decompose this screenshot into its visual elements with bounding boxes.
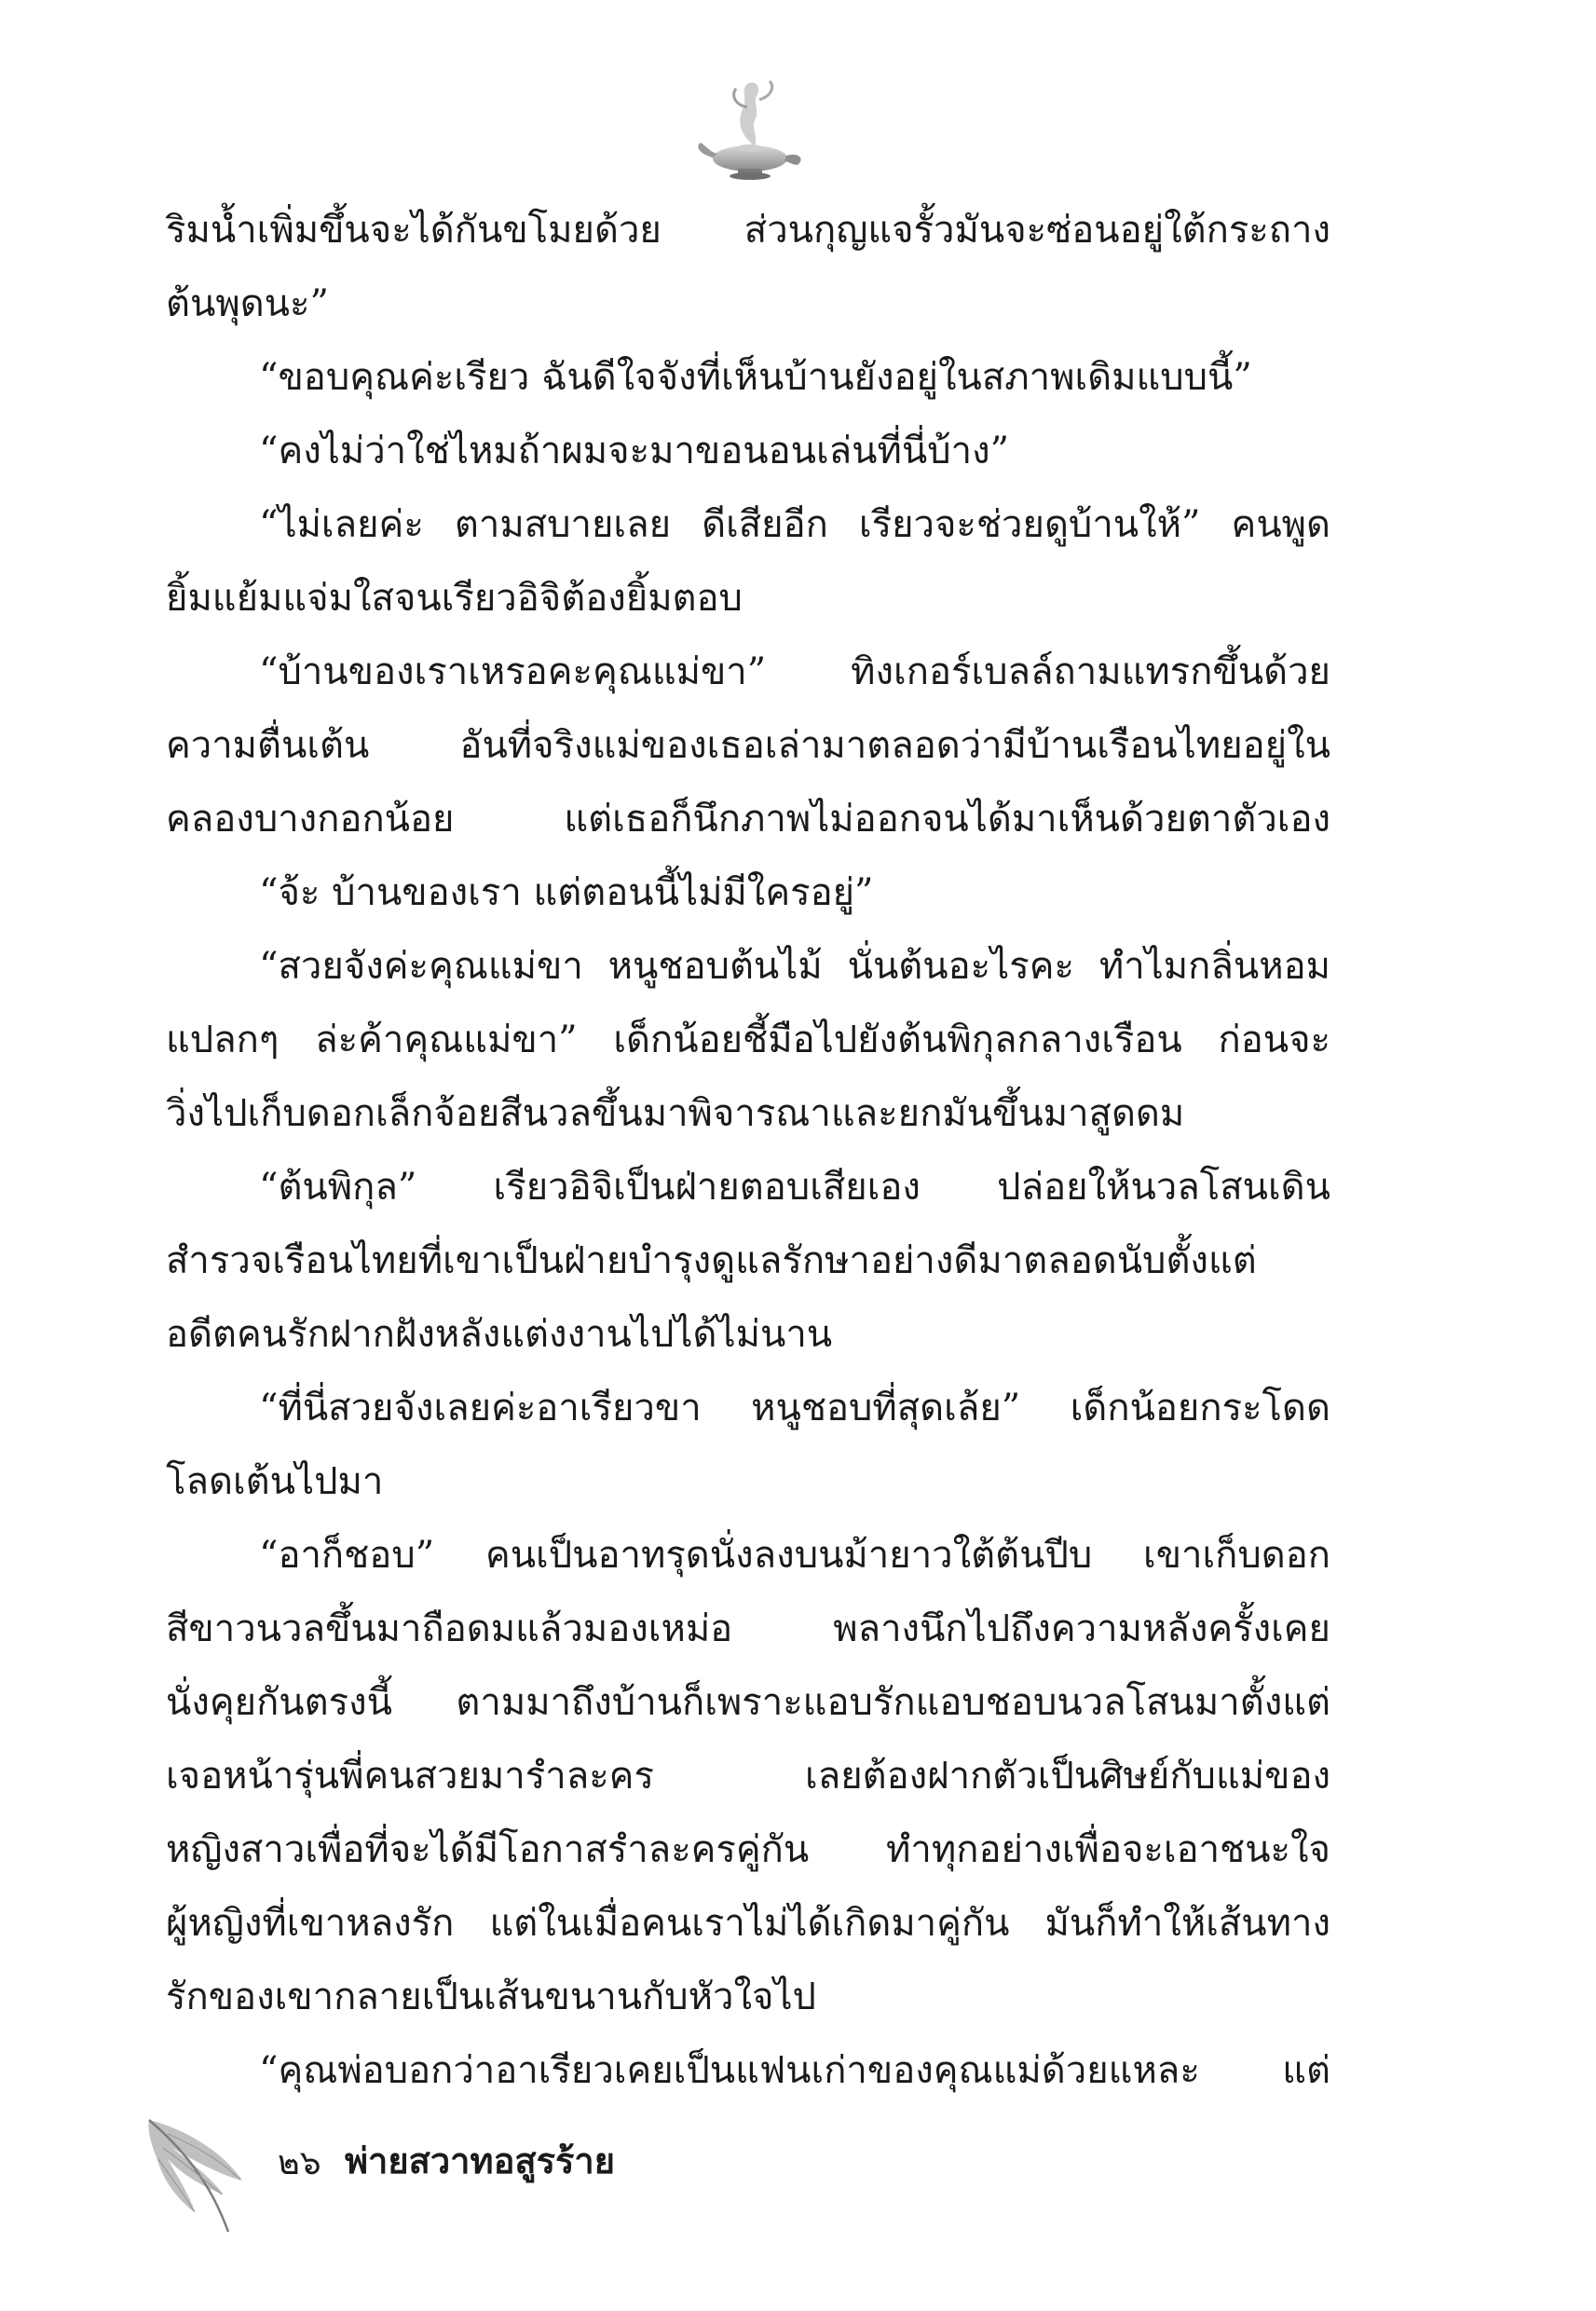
text-line: ความตื่นเต้น อันที่จริงแม่ของเธอเล่ามาตลอดว่ามีบ้านเรือนไทยอยู่ใน [166, 724, 1330, 767]
text-line: ต้นพุดนะ” [166, 282, 329, 325]
text-line: คลองบางกอกน้อย แต่เธอก็นึกภาพไม่ออกจนได้มาเห็นด้วยตาตัวเอง [166, 798, 1330, 841]
body-text [166, 194, 1330, 2108]
text-line: ริมน้ำเพิ่มขึ้นจะได้กันขโมยด้วย ส่วนกุญแจรั้วมันจะซ่อนอยู่ใต้กระถาง [166, 209, 1330, 252]
page-number: ๒๖ [278, 2144, 321, 2182]
text-line: “คงไม่ว่าใช่ไหมถ้าผมจะมาขอนอนเล่นที่นี่บ้าง” [259, 430, 1010, 472]
text-line: ผู้หญิงที่เขาหลงรัก แต่ในเมื่อคนเราไม่ได้เกิดมาคู่กัน มันก็ทำให้เส้นทาง [166, 1902, 1330, 1945]
text-line: “ต้นพิกุล” เรียวอิจิเป็นฝ่ายตอบเสียเอง ปล่อยให้นวลโสนเดิน [259, 1166, 1330, 1209]
wing-feather-icon [130, 2101, 270, 2241]
book-title: พ่ายสวาทอสูรร้าย [345, 2140, 616, 2181]
text-line: สำรวจเรือนไทยที่เขาเป็นฝ่ายบำรุงดูแลรักษาอย่างดีมาตลอดนับตั้งแต่ [166, 1239, 1257, 1282]
text-line: “ขอบคุณค่ะเรียว ฉันดีใจจังที่เห็นบ้านยังอยู่ในสภาพเดิมแบบนี้” [259, 356, 1252, 399]
text-line: “คุณพ่อบอกว่าอาเรียวเคยเป็นแฟนเก่าของคุณแม่ด้วยแหละ แต่ [259, 2049, 1330, 2092]
text-line: เจอหน้ารุ่นพี่คนสวยมารำละคร เลยต้องฝากตัวเป็นศิษย์กับแม่ของ [166, 1755, 1330, 1798]
text-line: “จ้ะ บ้านของเรา แต่ตอนนี้ไม่มีใครอยู่” [259, 871, 874, 914]
text-line: อดีตคนรักฝากฝังหลังแต่งงานไปได้ไม่นาน [166, 1313, 833, 1356]
text-line: นั่งคุยกันตรงนี้ ตามมาถึงบ้านก็เพราะแอบรักแอบชอบนวลโสนมาตั้งแต่ [166, 1681, 1330, 1724]
text-line: รักของเขากลายเป็นเส้นขนานกับหัวใจไป [166, 1976, 816, 2018]
genie-lamp-icon [689, 79, 811, 182]
text-line: หญิงสาวเพื่อที่จะได้มีโอกาสรำละครคู่กัน ทำทุกอย่างเพื่อจะเอาชนะใจ [166, 1828, 1330, 1871]
text-line: “สวยจังค่ะคุณแม่ขา หนูชอบต้นไม้ นั่นต้นอะไรคะ ทำไมกลิ่นหอม [259, 945, 1330, 988]
text-line: “อาก็ชอบ” คนเป็นอาทรุดนั่งลงบนม้ายาวใต้ต้นปีบ เขาเก็บดอก [259, 1534, 1330, 1577]
text-line: ยิ้มแย้มแจ่มใสจนเรียวอิจิต้องยิ้มตอบ [166, 577, 743, 620]
text-line: โลดเต้นไปมา [166, 1460, 384, 1503]
text-line: แปลกๆ ล่ะค้าคุณแม่ขา” เด็กน้อยชี้มือไปยังต้นพิกุลกลางเรือน ก่อนจะ [166, 1019, 1330, 1061]
page-footer [0, 2087, 1596, 2274]
text-line: “บ้านของเราเหรอคะคุณแม่ขา” ทิงเกอร์เบลล์ถามแทรกขึ้นด้วย [259, 650, 1330, 693]
text-line: “ที่นี่สวยจังเลยค่ะอาเรียวขา หนูชอบที่สุดเล้ย” เด็กน้อยกระโดด [259, 1387, 1330, 1429]
text-line: สีขาวนวลขึ้นมาถือดมแล้วมองเหม่อ พลางนึกไปถึงความหลังครั้งเคย [166, 1607, 1330, 1650]
text-line: “ไม่เลยค่ะ ตามสบายเลย ดีเสียอีก เรียวจะช่วยดูบ้านให้” คนพูด [259, 503, 1330, 546]
text-line: วิ่งไปเก็บดอกเล็กจ้อยสีนวลขึ้นมาพิจารณาและยกมันขึ้นมาสูดดม [166, 1092, 1185, 1135]
